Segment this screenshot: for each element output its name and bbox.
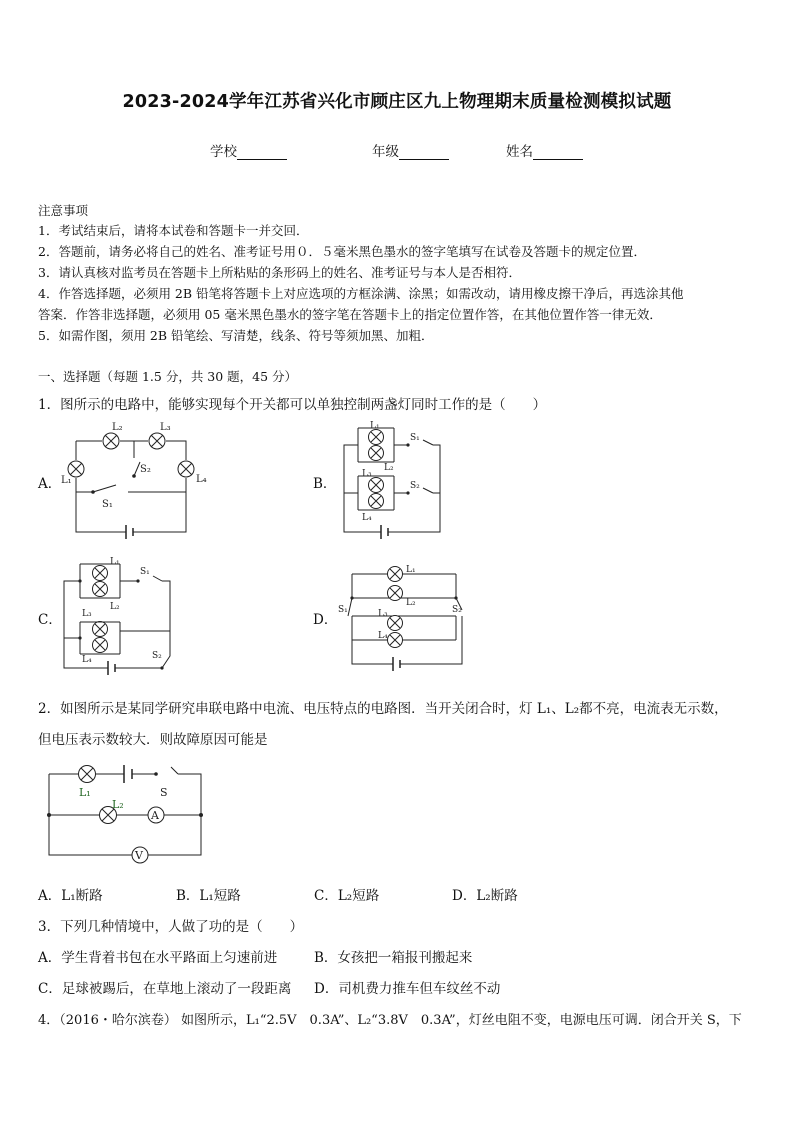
school-field [210, 140, 287, 160]
q1-option-a-label: A． [38, 476, 62, 492]
school-blank [237, 145, 287, 160]
lamp-label: L₃ [82, 609, 92, 619]
name-blank [533, 145, 583, 160]
q3-option-d: D．司机费力推车但车纹丝不动 [314, 981, 501, 997]
q2-option-d: D．L₂断路 [452, 888, 518, 904]
q1-option-c-label: C． [38, 612, 62, 628]
switch-label: S₁ [338, 605, 348, 615]
lamp-label: L₄ [82, 655, 92, 665]
switch-label: S₂ [152, 651, 162, 661]
q2-option-c: C．L₂短路 [314, 888, 380, 904]
ammeter-label: A [151, 809, 159, 822]
name-field [506, 140, 583, 160]
switch-label: S₂ [452, 605, 462, 615]
lamp-label: L₂ [112, 422, 123, 433]
circuit-diagram-a [58, 420, 208, 540]
switch-label: S₁ [410, 433, 420, 443]
grade-field [372, 140, 449, 160]
lamp-label: L₄ [362, 513, 372, 523]
lamp-label: L₁ [61, 475, 72, 486]
notice-item: 1．考试结束后，请将本试卷和答题卡一并交回． [38, 223, 309, 238]
voltmeter-label: V [135, 849, 143, 862]
circuit-diagram-c [58, 556, 188, 678]
section-heading: 一、选择题（每题 1.5 分，共 30 题，45 分） [38, 369, 298, 384]
q2-option-a: A．L₁断路 [38, 888, 103, 904]
lamp-label: L₃ [160, 422, 171, 433]
question-1-stem: 1．图所示的电路中，能够实现每个开关都可以单独控制两盏灯同时工作的是（ ） [38, 397, 547, 413]
lamp-label: L₃ [362, 469, 372, 479]
question-3-stem: 3．下列几种情境中，人做了功的是（ ） [38, 919, 304, 935]
notice-item: 2．答题前，请务必将自己的姓名、准考证号用０．５毫米黑色墨水的签字笔填写在试卷及答题卡的规定位置． [38, 244, 646, 259]
circuit-diagram-d [338, 560, 468, 674]
q2-option-b: B．L₁短路 [176, 888, 241, 904]
grade-blank [399, 145, 449, 160]
switch-label: S₁ [140, 567, 150, 577]
notice-item: 4．作答选择题，必须用 2B 铅笔将答题卡上对应选项的方框涂满、涂黑；如需改动，请用橡皮擦干净后，再选涂其他 [38, 286, 684, 301]
lamp-label: L₂ [384, 463, 394, 473]
notice-heading: 注意事项 [38, 203, 89, 218]
lamp-label: L₂ [110, 602, 120, 612]
q3-option-b: B．女孩把一箱报刊搬起来 [314, 950, 473, 966]
lamp-label: L₁ [406, 565, 416, 575]
lamp-label: L₁ [370, 421, 380, 431]
switch-label: S [160, 786, 168, 799]
lamp-label: L₁ [110, 557, 120, 567]
school-label: 学校 [210, 144, 237, 160]
lamp-label: L₃ [378, 609, 388, 619]
notice-item: 5．如需作图，须用 2B 铅笔绘、写清楚，线条、符号等须加黑、加粗． [38, 328, 434, 343]
q1-option-b-label: B． [313, 476, 337, 492]
q1-option-d-label: D． [313, 612, 338, 628]
question-4-stem: 4．（2016・哈尔滨卷） 如图所示，L₁“2.5V 0.3A”、L₂“3.8V 0.3A”，灯丝电阻不变，电源电压可调．闭合开关 S，下 [38, 1013, 742, 1028]
q3-option-c: C．足球被踢后，在草地上滚动了一段距离 [38, 981, 292, 997]
page-title: 2023-2024学年江苏省兴化市顾庄区九上物理期末质量检测模拟试题 [122, 92, 672, 112]
lamp-label: L₁ [79, 786, 91, 799]
lamp-label: L₄ [378, 631, 388, 641]
lamp-label: L₂ [112, 798, 124, 811]
switch-label: S₂ [140, 464, 151, 475]
switch-label: S₂ [410, 481, 420, 491]
notice-item: 3．请认真核对监考员在答题卡上所粘贴的条形码上的姓名、准考证号与本人是否相符． [38, 265, 521, 280]
notice-item: 答案．作答非选择题，必须用 05 毫米黑色墨水的签字笔在答题卡上的指定位置作答，在其他位置作答一律无效． [38, 307, 662, 322]
lamp-label: L₂ [406, 598, 416, 608]
circuit-diagram-q2 [44, 760, 214, 864]
q3-option-a: A．学生背着书包在水平路面上匀速前进 [38, 950, 278, 966]
question-2-stem-cont: 但电压表示数较大．则故障原因可能是 [38, 732, 268, 748]
lamp-label: L₄ [196, 474, 207, 485]
question-2-stem: 2．如图所示是某同学研究串联电路中电流、电压特点的电路图．当开关闭合时，灯 L₁、L₂都不亮，电流表无示数， [38, 701, 728, 717]
name-label: 姓名 [506, 144, 533, 160]
grade-label: 年级 [372, 144, 399, 160]
circuit-diagram-b [338, 420, 448, 542]
switch-label: S₁ [102, 499, 113, 510]
